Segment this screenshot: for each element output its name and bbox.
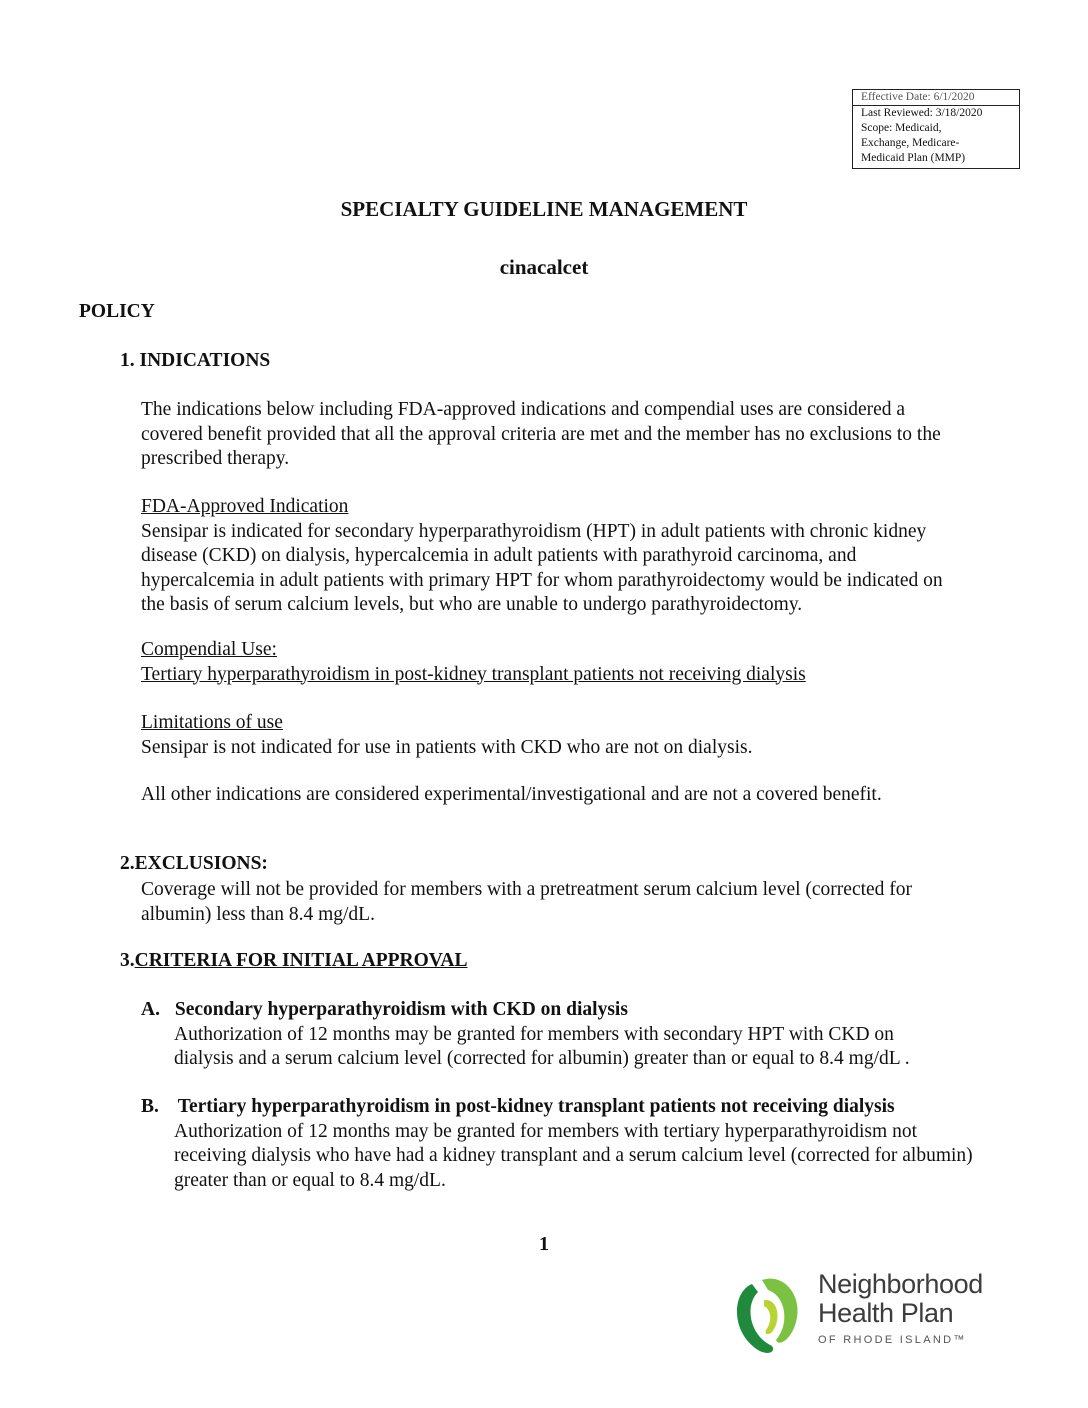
criteria-item-b bbox=[141, 1095, 973, 1193]
text-line: greater than or equal to 8.4 mg/dL. bbox=[174, 1169, 446, 1191]
section-number: 1. bbox=[120, 350, 135, 371]
swirl-logo-icon bbox=[728, 1270, 810, 1360]
section-1-heading bbox=[120, 350, 270, 372]
text-line: the basis of serum calcium levels, but who are unable to undergo parathyroidectomy. bbox=[141, 594, 803, 615]
limitations-block bbox=[141, 711, 752, 760]
item-letter: B. bbox=[141, 1096, 159, 1117]
fda-approved-block bbox=[141, 495, 943, 618]
section-title: INDICATIONS bbox=[139, 350, 271, 371]
scope-line-2: Exchange, Medicare- bbox=[861, 137, 960, 149]
text-line: receiving dialysis who have had a kidney transplant and a serum calcium level (corrected for albumin) bbox=[174, 1145, 973, 1166]
text-line: Coverage will not be provided for members with a pretreatment serum calcium level (corrected for bbox=[141, 879, 913, 900]
policy-heading: POLICY bbox=[79, 301, 155, 322]
compendial-use-heading: Compendial Use: bbox=[141, 639, 277, 660]
drug-name: cinacalcet bbox=[499, 255, 589, 279]
section-2-heading bbox=[120, 853, 268, 875]
section-number: 2. bbox=[120, 853, 135, 874]
other-indications-text: All other indications are considered experimental/investigational and are not a covered benefit. bbox=[141, 784, 882, 805]
text-line: prescribed therapy. bbox=[141, 448, 290, 469]
section-title: EXCLUSIONS: bbox=[134, 853, 268, 874]
text-line: Sensipar is not indicated for use in patients with CKD who are not on dialysis. bbox=[141, 736, 753, 758]
text-line: Sensipar is indicated for secondary hyperparathyroidism (HPT) in adult patients with chronic kidney bbox=[141, 520, 927, 542]
text-line: covered benefit provided that all the approval criteria are met and the member has no exclusions to the bbox=[141, 423, 941, 445]
indications-intro bbox=[141, 398, 941, 472]
text-line: disease (CKD) on dialysis, hypercalcemia in adult patients with parathyroid carcinoma, and bbox=[141, 545, 857, 566]
section-number: 3. bbox=[120, 950, 135, 971]
section-title: CRITERIA FOR INITIAL APPROVAL bbox=[134, 950, 468, 971]
limitations-heading: Limitations of use bbox=[141, 712, 283, 733]
item-letter: A. bbox=[141, 999, 160, 1020]
text-line: dialysis and a serum calcium level (corrected for albumin) greater than or equal to 8.4 mg/dL . bbox=[174, 1048, 910, 1069]
text-line: hypercalcemia in adult patients with primary HPT for whom parathyroidectomy would be indicated on bbox=[141, 569, 943, 591]
organization-logo bbox=[728, 1268, 998, 1363]
logo-text-line-3: OF RHODE ISLAND™ bbox=[818, 1334, 967, 1346]
criteria-item-a bbox=[141, 998, 910, 1072]
effective-date: Effective Date: 6/1/2020 bbox=[853, 90, 1019, 106]
text-line: The indications below including FDA-approved indications and compendial uses are considered a bbox=[141, 399, 906, 420]
scope-line-3: Medicaid Plan (MMP) bbox=[861, 152, 966, 164]
section-3-heading bbox=[120, 950, 467, 972]
document-title: SPECIALTY GUIDELINE MANAGEMENT bbox=[340, 197, 748, 221]
exclusions-text bbox=[141, 878, 912, 927]
effective-date-box bbox=[852, 89, 1020, 169]
item-title: Tertiary hyperparathyroidism in post-kidney transplant patients not receiving dialysis bbox=[177, 1096, 895, 1117]
text-line: albumin) less than 8.4 mg/dL. bbox=[141, 903, 375, 925]
logo-text-line-1: Neighborhood bbox=[818, 1269, 983, 1299]
text-line: Tertiary hyperparathyroidism in post-kidney transplant patients not receiving dialysis bbox=[141, 663, 806, 685]
fda-approved-heading: FDA-Approved Indication bbox=[141, 496, 349, 517]
text-line: Authorization of 12 months may be granted for members with secondary HPT with CKD on bbox=[174, 1023, 894, 1045]
scope-line-1: Scope: Medicaid, bbox=[861, 122, 942, 134]
logo-text-line-2: Health Plan bbox=[818, 1298, 954, 1328]
text-line: Authorization of 12 months may be granted for members with tertiary hyperparathyroidism not bbox=[174, 1120, 917, 1142]
last-reviewed: Last Reviewed: 3/18/2020 bbox=[861, 107, 983, 119]
item-title: Secondary hyperparathyroidism with CKD on dialysis bbox=[174, 999, 628, 1020]
page-number: 1 bbox=[539, 1233, 549, 1255]
compendial-use-block bbox=[141, 638, 806, 687]
